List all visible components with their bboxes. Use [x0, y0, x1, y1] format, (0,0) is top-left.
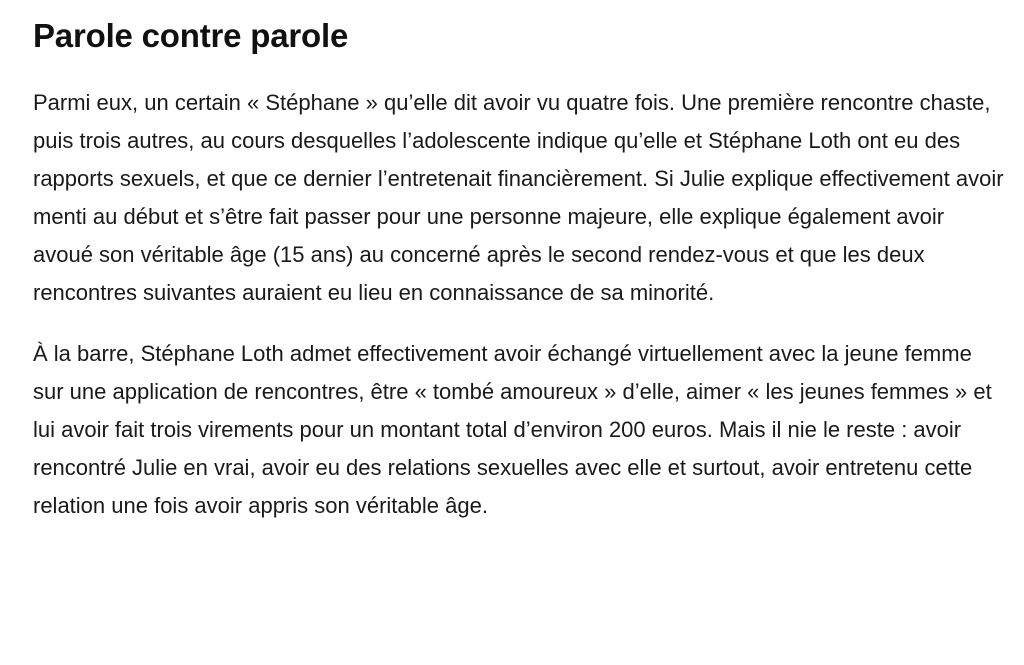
section-heading: Parole contre parole [33, 17, 349, 54]
article-paragraph-2: À la barre, Stéphane Loth admet effectivement avoir échangé virtuellement avec la jeune femme sur une application de rencontres, être « tombé amoureux » d’elle, aimer « les jeunes femmes » et lui avoir fait trois virements pour un montant total d’environ 200 euros. Mais il nie le reste : avoir rencontré Julie en vrai, avoir eu des relations sexuelles avec elle et surtout, avoir entretenu cette relation une fois avoir appris son véritable âge. [33, 341, 992, 518]
article-section [33, 14, 1008, 525]
article-paragraph-1: Parmi eux, un certain « Stéphane » qu’elle dit avoir vu quatre fois. Une première rencontre chaste, puis trois autres, au cours desquelles l’adolescente indique qu’elle et Stéphane Loth ont eu des rapports sexuels, et que ce dernier l’entretenait financièrement. Si Julie explique effectivement avoir menti au début et s’être fait passer pour une personne majeure, elle explique également avoir avoué son véritable âge (15 ans) au concerné après le second rendez-vous et que les deux rencontres suivantes auraient eu lieu en connaissance de sa minorité. [33, 90, 1004, 305]
